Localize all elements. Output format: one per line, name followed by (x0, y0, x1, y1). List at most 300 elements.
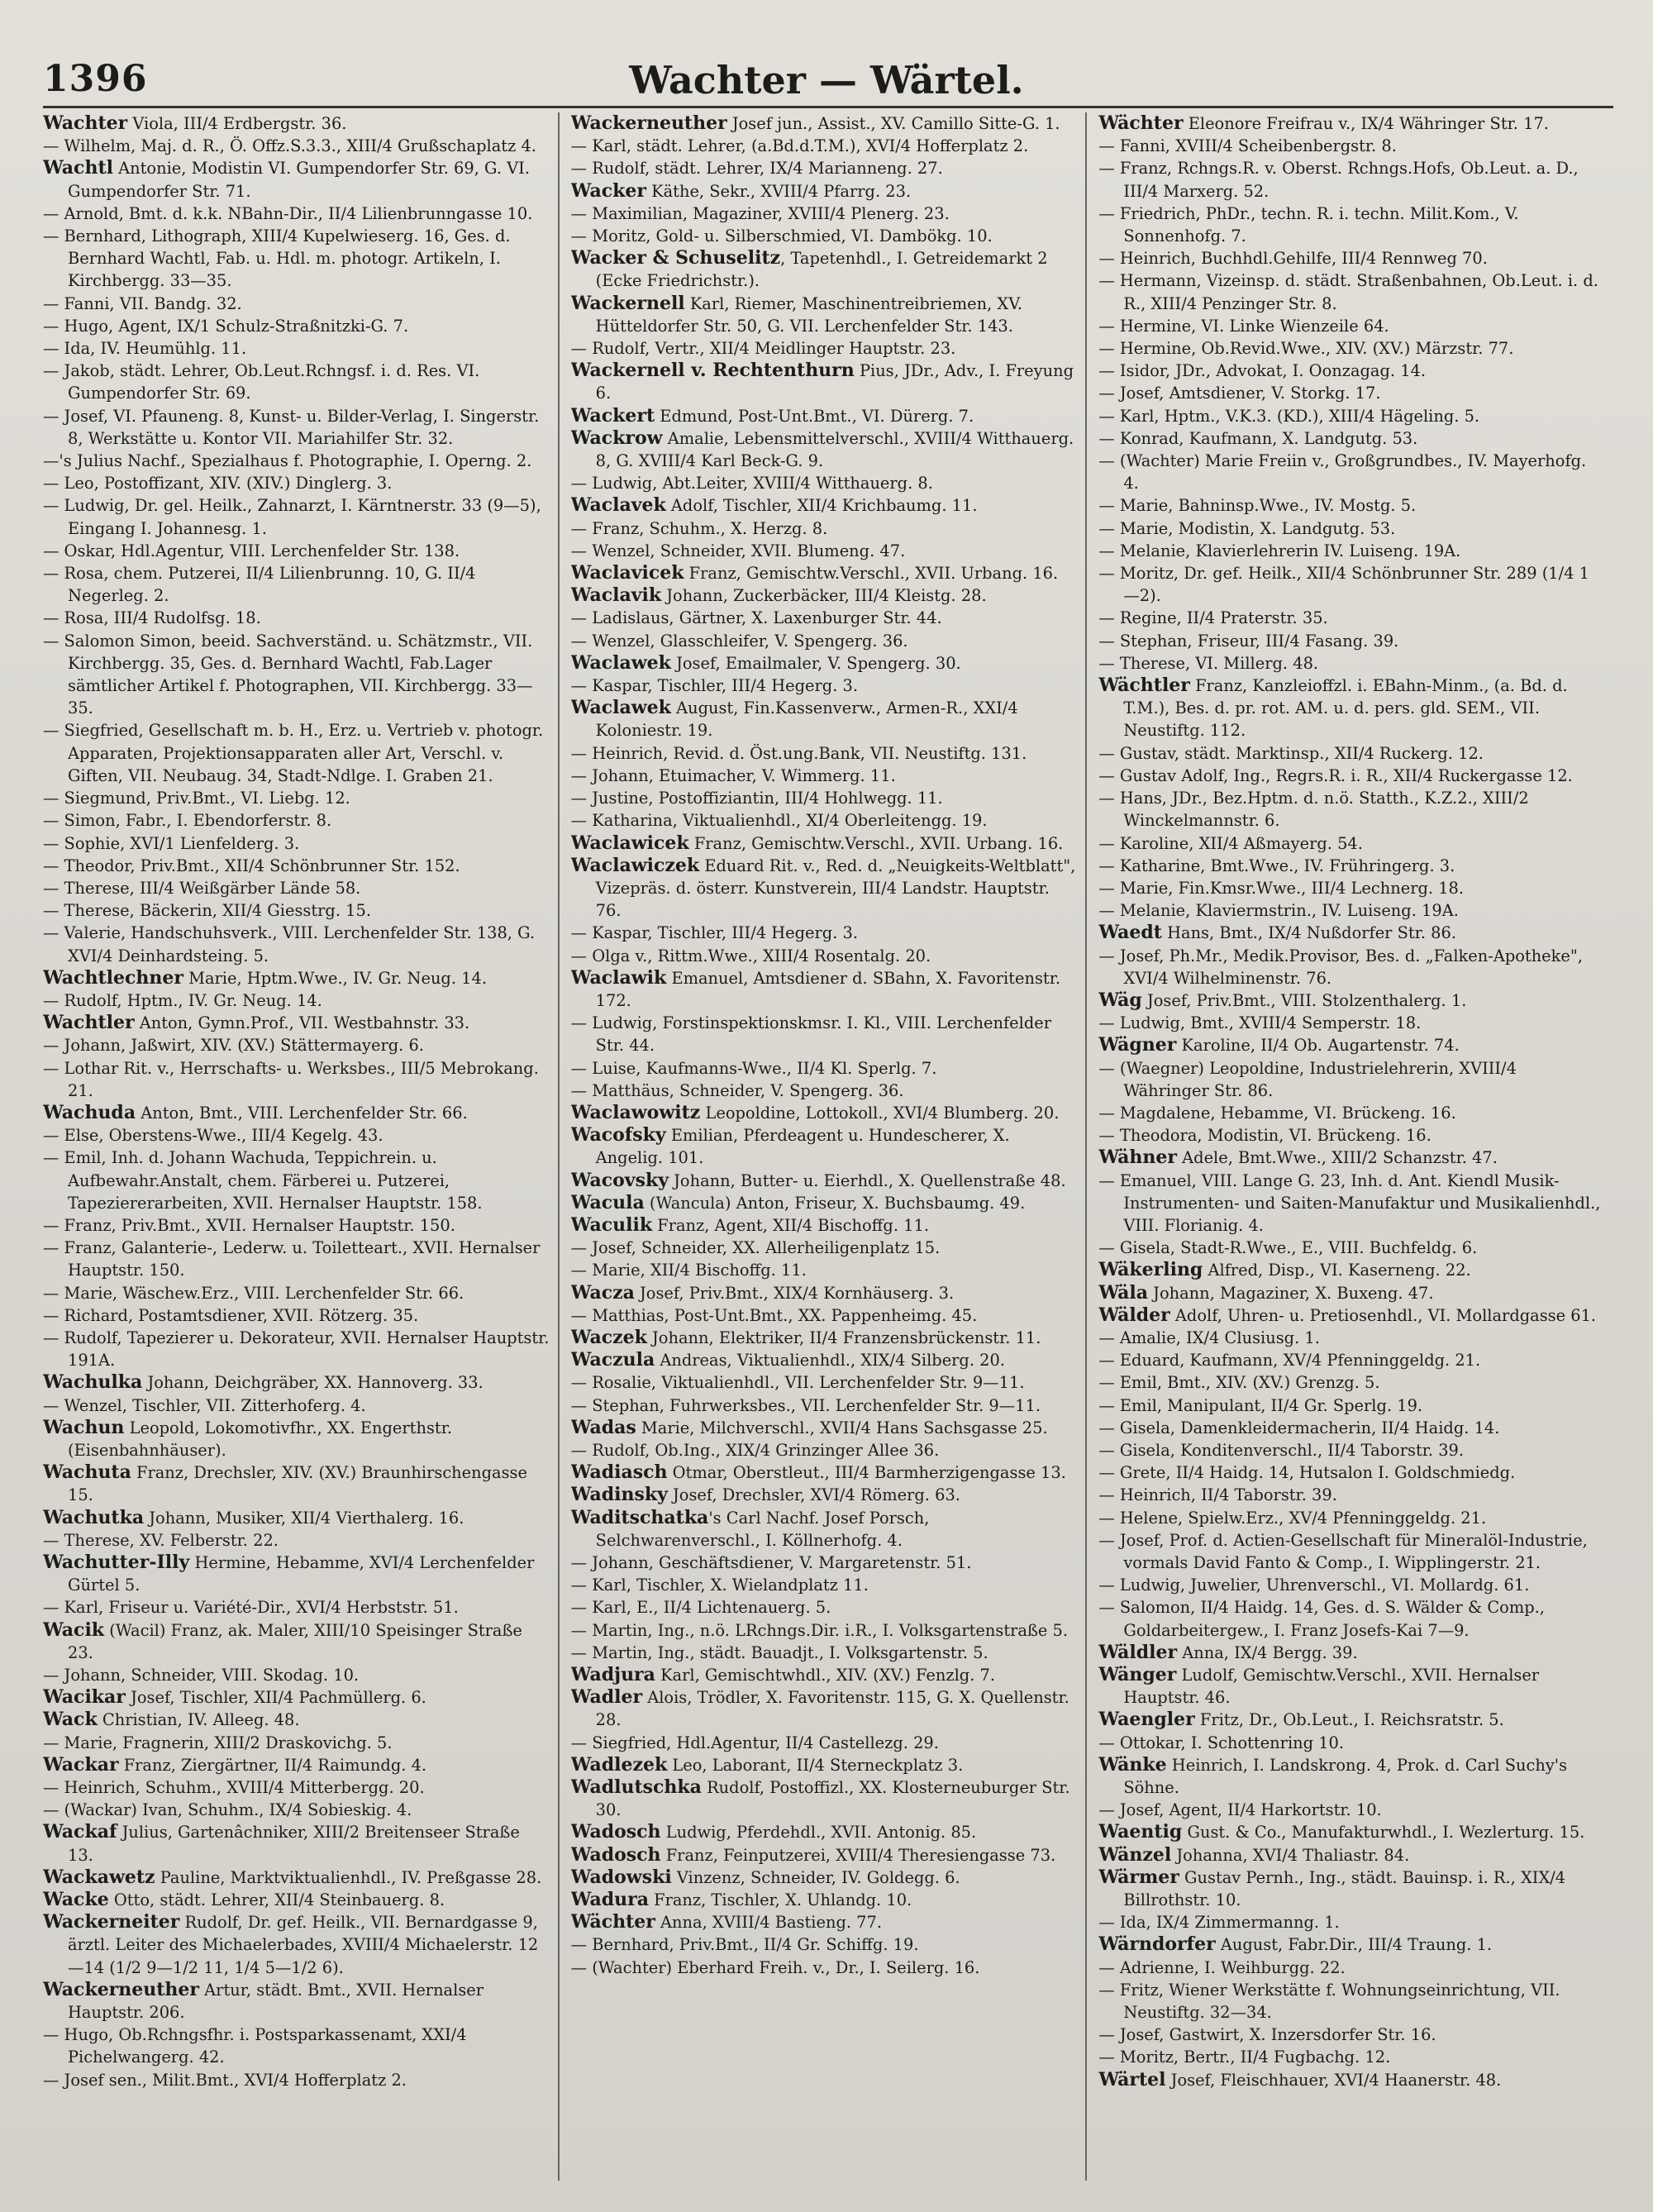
directory-entry (571, 1507, 1078, 1552)
directory-entry (43, 855, 550, 877)
directory-entry (571, 1282, 1078, 1304)
entry-text: 's Carl Nachf. Josef Porsch, Selchwarenverschl., I. Köllnerhofg. 4. (595, 1508, 930, 1550)
directory-entry (571, 135, 1078, 157)
directory-entry (43, 1799, 550, 1821)
entry-text: Franz, Gemischtw.Verschl., XVII. Urbang. 16. (688, 833, 1064, 853)
directory-entry (571, 1170, 1078, 1192)
directory-entry (1098, 360, 1605, 382)
directory-entry (571, 1776, 1078, 1821)
directory-entry (1098, 1979, 1605, 2024)
directory-entry (1098, 382, 1605, 404)
directory-entry (1098, 1012, 1605, 1034)
directory-entry (43, 405, 550, 450)
directory-entry (43, 540, 550, 562)
entry-surname: Wadjura (570, 1664, 655, 1686)
entry-surname: Wadlezek (570, 1753, 668, 1776)
entry-text: Johann, Elektriker, II/4 Franzensbrückenstr. 11. (646, 1328, 1041, 1347)
entry-text: — Rudolf, Tapezierer u. Dekorateur, XVII. Hernalser Hauptstr. 191A. (43, 1328, 550, 1371)
entry-text: Edmund, Post-Unt.Bmt., VI. Dürerg. 7. (655, 406, 974, 426)
entry-text: Franz, Tischler, X. Uhlandg. 10. (648, 1890, 912, 1910)
entry-text: — Richard, Postamtsdiener, XVII. Rötzerg. 35. (43, 1305, 419, 1325)
entry-text: Johann, Magaziner, X. Buxeng. 47. (1148, 1283, 1434, 1303)
entry-text: August, Fabr.Dir., III/4 Traung. 1. (1215, 1935, 1493, 1955)
directory-entry (1098, 787, 1605, 832)
directory-entry (43, 1686, 550, 1709)
columns (43, 112, 1613, 2181)
entry-text: August, Fin.Kassenverw., Armen-R., XXI/4 Koloniestr. 19. (595, 698, 1018, 741)
entry-surname: Wackawetz (43, 1866, 155, 1888)
directory-entry (1098, 1259, 1605, 1281)
entry-text: — Emil, Bmt., XIV. (XV.) Grenzg. 5. (1098, 1373, 1380, 1393)
entry-surname: Wadura (570, 1889, 649, 1911)
entry-surname: Wacovsky (570, 1169, 669, 1191)
entry-text: — Hugo, Agent, IX/1 Schulz-Straßnitzki-G. 7. (43, 316, 409, 336)
entry-surname: Waclawowitz (570, 1101, 701, 1123)
entry-text: — Salomon, II/4 Haidg. 14, Ges. d. S. Wälder & Comp., Goldarbeitergew., I. Franz Josefs-Kai 7—9. (1098, 1598, 1545, 1640)
directory-entry (1098, 1394, 1605, 1417)
directory-entry (571, 1574, 1078, 1596)
entry-text: — Regine, II/4 Praterstr. 35. (1098, 608, 1328, 628)
entry-surname: Wäg (1098, 989, 1142, 1011)
entry-surname: Wälder (1098, 1304, 1170, 1326)
directory-entry (571, 607, 1078, 629)
directory-entry (43, 337, 550, 360)
entry-surname: Wackar (43, 1753, 119, 1776)
directory-entry (571, 203, 1078, 225)
directory-entry (43, 494, 550, 539)
column-3 (1098, 112, 1613, 2181)
entry-text: — Moritz, Dr. gef. Heilk., XII/4 Schönbrunner Str. 289 (1/4 1—2). (1098, 564, 1589, 606)
entry-surname: Wachuda (43, 1101, 136, 1123)
entry-text: — Heinrich, Schuhm., XVIII/4 Mitterbergg. 20. (43, 1778, 425, 1798)
entry-surname: Wachter (43, 112, 128, 134)
directory-entry (571, 1327, 1078, 1349)
entry-text: , Tapetenhdl., I. Getreidemarkt 2 (Ecke Friedrichstr.). (595, 249, 1048, 291)
directory-entry (43, 1034, 550, 1056)
directory-entry (571, 675, 1078, 697)
directory-entry (43, 1507, 550, 1529)
directory-entry (571, 765, 1078, 787)
directory-entry (43, 1619, 550, 1664)
entry-text: — Josef, Ph.Mr., Medik.Provisor, Bes. d. „Falken-Apotheke", XVI/4 Wilhelminenstr. 76. (1098, 946, 1583, 988)
entry-text: — Johann, Schneider, VIII. Skodag. 10. (43, 1666, 360, 1685)
directory-entry (571, 1596, 1078, 1618)
entry-text: — Arnold, Bmt. d. k.k. NBahn-Dir., II/4 Lilienbrunngasse 10. (43, 203, 533, 223)
directory-entry (1098, 1709, 1605, 1731)
entry-surname: Wackernell (570, 292, 685, 314)
directory-entry (1098, 1102, 1605, 1124)
entry-text: Josef, Priv.Bmt., XIX/4 Kornhäuserg. 3. (634, 1283, 955, 1303)
entry-text: — Gisela, Stadt-R.Wwe., E., VIII. Buchfeldg. 6. (1098, 1238, 1478, 1258)
directory-entry (1098, 1349, 1605, 1371)
entry-text: — Olga v., Rittm.Wwe., XIII/4 Rosentalg. 20. (570, 946, 931, 965)
directory-entry (43, 607, 550, 629)
entry-text: — Maximilian, Magaziner, XVIII/4 Plenerg. 23. (570, 203, 950, 223)
directory-entry (43, 1461, 550, 1506)
entry-text: Andreas, Viktualienhdl., XIX/4 Silberg. 20. (655, 1351, 1006, 1371)
entry-text: — Gustav, städt. Marktinsp., XII/4 Ruckerg. 12. (1098, 743, 1484, 763)
directory-entry (43, 1012, 550, 1034)
directory-entry (571, 742, 1078, 765)
directory-entry (43, 315, 550, 337)
directory-entry (571, 1619, 1078, 1642)
header-rule (43, 106, 1613, 108)
entry-text: — Hermine, Ob.Revid.Wwe., XIV. (XV.) Märzstr. 77. (1098, 339, 1514, 359)
entry-text: Marie, Hptm.Wwe., IV. Gr. Neug. 14. (183, 968, 488, 988)
entry-surname: Waclavicek (570, 562, 684, 584)
directory-entry (571, 1417, 1078, 1439)
directory-entry (43, 562, 550, 607)
entry-text: Leopoldine, Lottokoll., XVI/4 Blumberg. 20. (700, 1103, 1060, 1123)
entry-surname: Wadosch (570, 1843, 661, 1866)
directory-entry (43, 1596, 550, 1618)
directory-entry (1098, 112, 1605, 135)
entry-text: — Ladislaus, Gärtner, X. Laxenburger Str. 44. (570, 608, 942, 628)
directory-entry (1098, 337, 1605, 360)
entry-surname: Wacofsky (570, 1124, 666, 1147)
entry-text: — Eduard, Kaufmann, XV/4 Pfenninggeldg. 21. (1098, 1351, 1481, 1371)
entry-text: Käthe, Sekr., XVIII/4 Pfarrg. 23. (645, 181, 912, 201)
entry-text: Alois, Trödler, X. Favoritenstr. 115, G. X. Quellenstr. 28. (595, 1688, 1069, 1730)
entry-text: — Josef, Amtsdiener, V. Storkg. 17. (1098, 384, 1381, 403)
directory-entry (571, 427, 1078, 472)
directory-entry (1098, 1957, 1605, 1979)
directory-entry (43, 1371, 550, 1394)
directory-entry (571, 180, 1078, 203)
directory-entry (1098, 945, 1605, 989)
directory-entry (43, 293, 550, 315)
entry-text: — Justine, Postoffiziantin, III/4 Hohlwegg. 11. (570, 789, 943, 808)
directory-entry (43, 1304, 550, 1327)
directory-entry (1098, 832, 1605, 855)
directory-entry (1098, 427, 1605, 450)
entry-text: — Karl, Friseur u. Variété-Dir., XVI/4 Herbststr. 51. (43, 1598, 459, 1618)
entry-surname: Wadas (570, 1416, 636, 1438)
entry-surname: Wäkerling (1098, 1259, 1203, 1281)
directory-entry (571, 494, 1078, 517)
entry-surname: Waclawik (570, 966, 667, 989)
entry-text: Franz, Gemischtw.Verschl., XVII. Urbang. 16. (684, 564, 1059, 584)
entry-text: — Ludwig, Dr. gel. Heilk., Zahnarzt, I. Kärntnerstr. 33 (9—5), Eingang I. Johannesg. 1. (43, 496, 541, 538)
entry-surname: Wackaf (43, 1821, 117, 1843)
entry-surname: Wänger (1098, 1664, 1177, 1686)
directory-entry (1098, 1124, 1605, 1147)
entry-text: Johann, Deichgräber, XX. Hannoverg. 33. (142, 1373, 484, 1393)
directory-entry (1098, 1170, 1605, 1237)
entry-text: — Wilhelm, Maj. d. R., Ö. Offz.S.3.3., XIII/4 Grußschaplatz 4. (43, 136, 536, 156)
directory-entry (43, 472, 550, 494)
directory-entry (43, 203, 550, 225)
directory-entry (571, 1911, 1078, 1933)
entry-text: — Franz, Schuhm., X. Herzg. 8. (570, 518, 828, 538)
entry-text: Fritz, Dr., Ob.Leut., I. Reichsratstr. 5. (1194, 1710, 1504, 1730)
directory-entry (1098, 1057, 1605, 1102)
entry-text: Anton, Bmt., VIII. Lerchenfelder Str. 66. (136, 1103, 468, 1123)
entry-text: — (Waegner) Leopoldine, Industrielehrerin, XVIII/4 Währinger Str. 86. (1098, 1058, 1517, 1100)
entry-text: — Hermine, VI. Linke Wienzeile 64. (1098, 316, 1389, 336)
directory-entry (571, 1933, 1078, 1956)
entry-text: — Franz, Galanterie-, Lederw. u. Toiletteart., XVII. Hernalser Hauptstr. 150. (43, 1238, 541, 1280)
directory-entry (1098, 2024, 1605, 2046)
directory-entry (1098, 247, 1605, 269)
directory-entry (1098, 1866, 1605, 1911)
entry-text: Pauline, Marktviktualienhdl., IV. Preßgasse 28. (155, 1867, 542, 1887)
page-number: 1396 (43, 58, 148, 100)
entry-text: — Ida, IV. Heumühlg. 11. (43, 339, 247, 359)
entry-text: — Katharine, Bmt.Wwe., IV. Frühringerg. 3. (1098, 856, 1455, 875)
directory-entry (1098, 989, 1605, 1012)
entry-text: Anton, Gymn.Prof., VII. Westbahnstr. 33. (134, 1013, 470, 1033)
entry-surname: Wacke (43, 1889, 109, 1911)
entry-surname: Waclavek (570, 494, 666, 517)
directory-entry (43, 1529, 550, 1552)
entry-surname: Waclawiczek (570, 854, 700, 876)
entry-text: — Siegmund, Priv.Bmt., VI. Liebg. 12. (43, 789, 350, 808)
entry-text: — Stephan, Friseur, III/4 Fasang. 39. (1098, 631, 1399, 651)
entry-text: — Katharina, Viktualienhdl., XI/4 Oberleitengg. 19. (570, 811, 988, 831)
directory-entry (43, 989, 550, 1012)
directory-entry (1098, 1371, 1605, 1394)
entry-text: Josef, Priv.Bmt., VIII. Stolzenthalerg. 1. (1141, 990, 1467, 1010)
entry-text: — Fritz, Wiener Werkstätte f. Wohnungseinrichtung, VII. Neustiftg. 32—34. (1098, 1980, 1560, 2023)
directory-entry (1098, 1147, 1605, 1169)
entry-text: — Kaspar, Tischler, III/4 Hegerg. 3. (570, 676, 859, 696)
directory-entry (1098, 1799, 1605, 1821)
directory-entry (43, 1552, 550, 1596)
directory-entry (1098, 630, 1605, 652)
directory-entry (1098, 1732, 1605, 1754)
entry-text: — Ludwig, Abt.Leiter, XVIII/4 Witthauerg. 8. (570, 474, 933, 493)
directory-entry (1098, 1417, 1605, 1439)
entry-surname: Wackernell v. Rechtenthurn (570, 360, 855, 382)
entry-text: — Karl, Tischler, X. Wielandplatz 11. (570, 1576, 869, 1595)
entry-surname: Waentig (1098, 1821, 1183, 1843)
directory-entry (43, 1057, 550, 1102)
directory-entry (1098, 1664, 1605, 1709)
entry-text: — Jakob, städt. Lehrer, Ob.Leut.Rchngsf. i. d. Res. VI. Gumpendorfer Str. 69. (43, 361, 480, 403)
directory-entry (1098, 1237, 1605, 1259)
entry-text: Marie, Milchverschl., XVII/4 Hans Sachsgasse 25. (636, 1418, 1048, 1437)
directory-entry (43, 1866, 550, 1889)
entry-surname: Wächter (570, 1911, 655, 1933)
directory-entry (1098, 2046, 1605, 2068)
directory-entry (571, 1461, 1078, 1484)
entry-text: —'s Julius Nachf., Spezialhaus f. Photographie, I. Operng. 2. (43, 451, 532, 471)
page-header: Wachter — Wärtel. (629, 58, 1024, 102)
directory-entry (1098, 1034, 1605, 1056)
directory-entry (43, 1754, 550, 1776)
entry-text: — Gisela, Damenkleidermacherin, II/4 Haidg. 14. (1098, 1418, 1500, 1437)
entry-text: Franz, Ziergärtner, II/4 Raimundg. 4. (118, 1755, 427, 1775)
entry-surname: Wackerneuther (570, 112, 727, 134)
directory-entry (571, 1844, 1078, 1866)
directory-entry (571, 1237, 1078, 1259)
entry-text: — Moritz, Gold- u. Silberschmied, VI. Dambökg. 10. (570, 226, 993, 246)
directory-entry (571, 697, 1078, 741)
entry-text: — Franz, Rchngs.R. v. Oberst. Rchngs.Hofs, Ob.Leut. a. D., III/4 Marxerg. 52. (1098, 159, 1579, 201)
directory-entry (571, 562, 1078, 584)
entry-text: — Wenzel, Schneider, XVII. Blumeng. 47. (570, 541, 906, 560)
entry-text: — Josef, Schneider, XX. Allerheiligenplatz 15. (570, 1238, 941, 1258)
entry-text: — Karl, E., II/4 Lichtenauerg. 5. (570, 1598, 831, 1618)
entry-text: — Rudolf, Vertr., XII/4 Meidlinger Hauptstr. 23. (570, 339, 956, 359)
entry-surname: Wackerneuther (43, 1978, 200, 2000)
directory-entry (1098, 1596, 1605, 1641)
entry-text: Josef jun., Assist., XV. Camillo Sitte-G. 1. (726, 114, 1060, 133)
entry-text: Ludolf, Gemischtw.Verschl., XVII. Hernalser Hauptstr. 46. (1123, 1666, 1540, 1708)
entry-text: — Marie, Modistin, X. Landgutg. 53. (1098, 518, 1396, 538)
entry-text: — (Wachter) Marie Freiin v., Großgrundbes., IV. Mayerhofg. 4. (1098, 451, 1587, 493)
entry-text: — Siegfried, Hdl.Agentur, II/4 Castellezg. 29. (570, 1733, 939, 1752)
entry-text: — Marie, Fragnerin, XIII/2 Draskovichg. 5. (43, 1733, 393, 1752)
directory-entry (43, 899, 550, 922)
entry-text: — Luise, Kaufmanns-Wwe., II/4 Kl. Sperlg. 7. (570, 1058, 937, 1078)
directory-entry (1098, 405, 1605, 427)
directory-entry (43, 1889, 550, 1911)
directory-entry (571, 1889, 1078, 1911)
entry-text: — Johann, Geschäftsdiener, V. Margaretenstr. 51. (570, 1553, 972, 1572)
directory-entry (571, 1642, 1078, 1664)
entry-text: — Helene, Spielw.Erz., XV/4 Pfenninggeldg. 21. (1098, 1508, 1487, 1528)
entry-text: — Rudolf, Ob.Ing., XIX/4 Grinzinger Allee 36. (570, 1440, 940, 1460)
directory-entry (1098, 675, 1605, 742)
directory-entry (43, 1417, 550, 1461)
entry-text: — Ludwig, Bmt., XVIII/4 Semperstr. 18. (1098, 1013, 1422, 1033)
entry-text: — Stephan, Fuhrwerksbes., VII. Lerchenfelder Str. 9—11. (570, 1395, 1041, 1415)
directory-entry (571, 247, 1078, 292)
entry-text: — Magdalene, Hebamme, VI. Brückeng. 16. (1098, 1103, 1456, 1123)
directory-entry (43, 1821, 550, 1866)
entry-text: — Leo, Postoffizant, XIV. (XIV.) Dinglerg. 3. (43, 474, 393, 493)
entry-text: — Karoline, XII/4 Aßmayerg. 54. (1098, 833, 1363, 853)
directory-entry (43, 967, 550, 989)
entry-surname: Wadowski (570, 1866, 672, 1888)
directory-entry (1098, 1304, 1605, 1327)
entry-surname: Wacula (570, 1191, 645, 1213)
entry-surname: Wackerneiter (43, 1911, 180, 1933)
entry-text: — Therese, XV. Felberstr. 22. (43, 1530, 279, 1550)
entry-text: — Hans, JDr., Bez.Hptm. d. n.ö. Statth., K.Z.2., XIII/2 Winckelmannstr. 6. (1098, 789, 1529, 831)
directory-entry (1098, 1642, 1605, 1664)
entry-text: Johann, Zuckerbäcker, III/4 Kleistg. 28. (661, 586, 987, 606)
entry-surname: Wadiasch (570, 1461, 668, 1484)
directory-entry (1098, 1282, 1605, 1304)
entry-text: Eduard Rit. v., Red. d. „Neuigkeits-Weltblatt", Vizepräs. d. österr. Kunstverein, III/4 Landstr. Hauptstr. 76. (595, 856, 1076, 921)
entry-surname: Wachuta (43, 1461, 131, 1484)
directory-entry (1098, 1911, 1605, 1933)
entry-surname: Wähner (1098, 1147, 1177, 1169)
entry-text: Antonie, Modistin VI. Gumpendorfer Str. 69, G. VI. Gumpendorfer Str. 71. (68, 159, 530, 201)
directory-entry (43, 1282, 550, 1304)
directory-entry (571, 584, 1078, 607)
directory-entry (571, 1304, 1078, 1327)
entry-surname: Waedt (1098, 922, 1162, 944)
entry-text: — Oskar, Hdl.Agentur, VIII. Lerchenfelder Str. 138. (43, 541, 460, 560)
entry-text: Gust. & Co., Manufakturwhdl., I. Wezlerturg. 15. (1182, 1823, 1585, 1843)
directory-entry (1098, 315, 1605, 337)
entry-text: — Theodora, Modistin, VI. Brückeng. 16. (1098, 1126, 1431, 1146)
entry-surname: Wänke (1098, 1753, 1167, 1776)
directory-entry (1098, 494, 1605, 517)
entry-text: — Josef, VI. Pfauneng. 8, Kunst- u. Bilder-Verlag, I. Singerstr. 8, Werkstätte u. Kontor VII. Mariahilfer Str. 32. (43, 406, 540, 448)
entry-surname: Wack (43, 1709, 98, 1731)
directory-entry (43, 112, 550, 135)
entry-text: — Wenzel, Tischler, VII. Zitterhoferg. 4. (43, 1395, 366, 1415)
entry-text: — Simon, Fabr., I. Ebendorferstr. 8. (43, 811, 332, 831)
entry-surname: Wachtlechner (43, 966, 183, 989)
directory-entry (571, 405, 1078, 427)
entry-text: Adele, Bmt.Wwe., XIII/2 Schanzstr. 47. (1176, 1148, 1498, 1168)
entry-text: — Fanni, VII. Bandg. 32. (43, 293, 242, 313)
entry-text: — Marie, Fin.Kmsr.Wwe., III/4 Lechnerg. 18. (1098, 878, 1465, 898)
entry-surname: Wacikar (43, 1686, 126, 1709)
directory-entry (571, 1259, 1078, 1281)
entry-text: — Matthias, Post-Unt.Bmt., XX. Pappenheimg. 45. (570, 1305, 978, 1325)
directory-entry (1098, 1484, 1605, 1506)
directory-entry (571, 293, 1078, 337)
directory-entry (43, 630, 550, 720)
directory-entry (571, 1192, 1078, 1214)
entry-text: Artur, städt. Bmt., XVII. Hernalser Hauptstr. 206. (68, 1980, 484, 2023)
directory-entry (1098, 517, 1605, 540)
entry-text: — Rudolf, städt. Lehrer, IX/4 Marianneng. 27. (570, 159, 943, 179)
entry-surname: Wadinsky (570, 1484, 668, 1506)
entry-text: — Amalie, IX/4 Clusiusg. 1. (1098, 1328, 1320, 1347)
entry-surname: Waclawek (570, 697, 671, 719)
entry-text: — Ludwig, Forstinspektionskmsr. I. Kl., VIII. Lerchenfelder Str. 44. (570, 1013, 1051, 1056)
entry-text: — Heinrich, Buchhdl.Gehilfe, III/4 Rennweg 70. (1098, 249, 1488, 269)
directory-entry (43, 1394, 550, 1417)
directory-entry (43, 1237, 550, 1281)
entry-surname: Waengler (1098, 1709, 1195, 1731)
directory-entry (571, 1664, 1078, 1686)
directory-entry (1098, 562, 1605, 607)
entry-text: Hermine, Hebamme, XVI/4 Lerchenfelder Gürtel 5. (68, 1553, 535, 1595)
entry-text: — Karl, städt. Lehrer, (a.Bd.d.T.M.), XVI/4 Hofferplatz 2. (570, 136, 1029, 156)
directory-entry (1098, 899, 1605, 922)
entry-text: — Rosa, III/4 Rudolfsg. 18. (43, 608, 261, 628)
entry-text: Emilian, Pferdeagent u. Hundescherer, X. Angelig. 101. (595, 1126, 1010, 1168)
directory-entry (571, 832, 1078, 855)
directory-entry (571, 1957, 1078, 1979)
entry-text: — Grete, II/4 Haidg. 14, Hutsalon I. Goldschmiedg. (1098, 1463, 1516, 1483)
entry-text: — Marie, XII/4 Bischoffg. 11. (570, 1261, 807, 1280)
entry-surname: Waclavik (570, 584, 662, 607)
entry-surname: Wackert (570, 404, 655, 427)
entry-text: Julius, Gartenâchniker, XIII/2 Breitenseer Straße 13. (68, 1823, 520, 1865)
entry-text: — Siegfried, Gesellschaft m. b. H., Erz. u. Vertrieb v. photogr. Apparaten, Projektionsapparaten aller Art, Verschl. v. Giften, VII. Neubaug. 34, Stadt-Ndlge. I. Graben 21. (43, 721, 544, 785)
directory-entry (43, 1911, 550, 1979)
entry-surname: Wacik (43, 1618, 105, 1641)
directory-entry (43, 157, 550, 202)
entry-text: Anna, XVIII/4 Bastieng. 77. (655, 1913, 883, 1933)
entry-text: Ludwig, Pferdehdl., XVII. Antonig. 85. (660, 1823, 977, 1843)
entry-surname: Wachtl (43, 157, 113, 179)
directory-entry (43, 450, 550, 472)
entry-text: — Bernhard, Lithograph, XIII/4 Kupelwieserg. 16, Ges. d. Bernhard Wachtl, Fab. u. Hdl. m. photogr. Artikeln, I. Kirchbergg. 33—35. (43, 226, 511, 291)
entry-text: — Rosa, chem. Putzerei, II/4 Lilienbrunng. 10, G. II/4 Negerleg. 2. (43, 564, 476, 606)
entry-text: — Isidor, JDr., Advokat, I. Oonzagag. 14. (1098, 361, 1427, 381)
entry-surname: Wägner (1098, 1034, 1177, 1056)
directory-entry (571, 1552, 1078, 1574)
entry-text: — Therese, Bäckerin, XII/4 Giesstrg. 15. (43, 901, 371, 921)
entry-text: — Josef, Gastwirt, X. Inzersdorfer Str. 16. (1098, 2025, 1436, 2045)
entry-text: — Therese, VI. Millerg. 48. (1098, 653, 1319, 673)
entry-text: — Valerie, Handschuhsverk., VIII. Lerchenfelder Str. 138, G. XVI/4 Deinhardsteing. 5. (43, 923, 536, 965)
entry-surname: Wacza (570, 1281, 635, 1304)
entry-text: Franz, Agent, XII/4 Bischoffg. 11. (652, 1215, 929, 1235)
entry-text: — Hugo, Ob.Rchngsfhr. i. Postsparkassenamt, XXI/4 Pichelwangerg. 42. (43, 2025, 467, 2067)
